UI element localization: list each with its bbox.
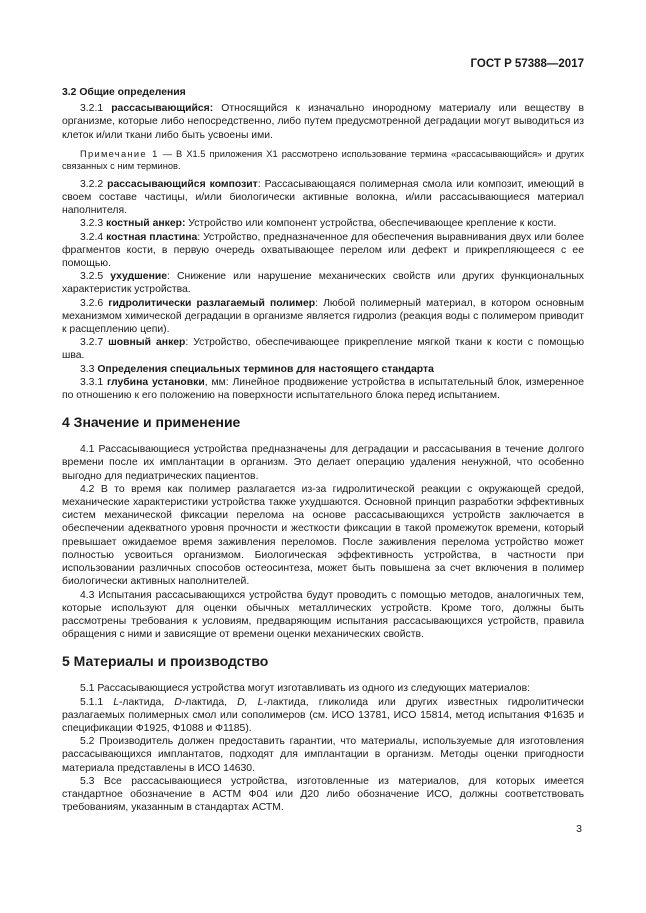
clause-number: 3.2.1 — [80, 103, 112, 115]
section-3-3-title — [62, 363, 584, 376]
text-run: -лактида, — [181, 696, 238, 708]
paragraph-5-1: 5.1 Рассасывающиеся устройства могут изготавливать из одного из следующих материалов: — [80, 683, 530, 695]
note-1 — [62, 148, 584, 172]
italic-letter: L — [113, 696, 119, 708]
clause-number: 3.2.7 — [80, 337, 109, 349]
clause-number: 3.3.1 — [80, 376, 107, 388]
clause-number: 3.2.6 — [80, 297, 109, 309]
clause-number: 3.2.5 — [80, 271, 111, 283]
definition-text: : Устройство, предназначенное для обеспечения выравнивания двух или более фрагментов кости, в первую очередь охватывающее перелом или дефект и прикрепляющееся с ее помощью. — [62, 231, 584, 270]
definition-text: : Рассасывающаяся полимерная смола или композит, имеющий в своем составе частицы, и/или биологически активные волокна, и/или рассасывающиеся материал наполнителя. — [62, 178, 585, 217]
definition-text: : Устройство, обеспечивающее прикрепление мягкой ткани к кости с помощью шва. — [62, 337, 584, 362]
term: шовный анкер — [108, 337, 186, 349]
note-label: Примечание 1 — [80, 148, 159, 159]
definition-3-2-1 — [62, 102, 584, 142]
section-4-heading: 4 Значение и применение — [62, 414, 241, 431]
definition-3-2-5 — [62, 270, 584, 296]
term: рассасывающийся композит — [107, 178, 258, 190]
text-run: -лактида, гликолида или других известных гидролитически разлагаемых полимерных смол или сополимеров (см. ИСО 13781, ИСО 15814, метод испытания Ф1635 и спецификации Ф1925, Ф1088 и Ф1185). — [62, 696, 584, 734]
paragraph-4-1: 4.1 Рассасывающиеся устройства предназначены для деградации и рассасывания в течение долгого времени после их имплантации в организм. Это делает операцию удаления ненужной, что особенно выгодно для педиатрических пациентов. — [62, 444, 584, 482]
definition-text: , мм: Линейное продвижение устройства в испытательный блок, измеренное по отношению к его положению на поверхности испытательного блока перед испытанием. — [62, 376, 584, 402]
document-id-header: ГОСТ Р 57388—2017 — [470, 58, 584, 70]
paragraph-4-3: 4.3 Испытания рассасывающихся устройства будут проводить с помощью методов, аналогичных тем, которые используют для оценки обычных металлических устройств. Кроме того, должны быть рассмотрены требования к условиям, предваряющим испытания рассасывающихся устройств, правила обращения с ними и зависящие от времени оценки механических свойств. — [62, 589, 584, 641]
definition-3-3-1 — [62, 376, 584, 402]
definition-3-2-2 — [62, 178, 584, 218]
clause-number: 3.2.2 — [80, 178, 108, 190]
definition-text: : Любой полимерный материал, в котором основным механизмом химической деградации в организме является гидролиз (реакция воды с полимером приводит к расщеплению цепи). — [62, 297, 584, 336]
term: костный анкер: — [106, 218, 186, 230]
paragraph-5-2: 5.2 Производитель должен предоставить гарантии, что материалы, используемые для изготовления рассасывающихся имплантатов, подходят для имплантации в организм. Методы оценки пригодности материала представлены в ИСО 14630. — [62, 736, 584, 774]
note-text: — В X1.5 приложения X1 рассмотрено использование термина «рассасывающийся» и других связанных с ним терминов. — [62, 148, 584, 171]
term: глубина установки — [106, 376, 205, 388]
term: гидролитически разлагаемый полимер — [108, 297, 316, 309]
term: рассасывающийся: — [111, 103, 214, 115]
definition-3-2-7 — [62, 336, 584, 362]
paragraph-5-3: 5.3 Все рассасывающиеся устройства, изготовленные из материалов, для которых имеется стандартное обозначение в АСТМ Ф04 или Д20 либо обозначение ИСО, должны соответствовать требованиям, указанным в стандартах АСТМ. — [62, 775, 584, 814]
definition-text: : Снижение или нарушение механических свойств или других функциональных характеристик устройства. — [62, 271, 585, 296]
document-body — [62, 86, 584, 814]
definition-3-2-3 — [62, 217, 584, 230]
text-run: -лактида, — [118, 696, 175, 708]
paragraph-5-1-1 — [62, 696, 584, 736]
clause-number: 3.2.3 — [80, 218, 106, 230]
definition-text: Относящийся к изначально инородному материалу или веществу в организме, которые либо непосредственно, либо путем предусмотренной деградации могут выводиться из клеток и/или ткани либо быть усвоены ими. — [62, 103, 584, 141]
clause-number: 3.2.4 — [80, 231, 107, 243]
clause-number: 3.3 — [80, 363, 98, 375]
italic-letter: D — [174, 696, 182, 708]
section-3-2-title: 3.2 Общие определения — [62, 87, 186, 98]
definition-3-2-6 — [62, 297, 584, 337]
term: ухудшение — [110, 271, 168, 283]
definition-text: Устройство или компонент устройства, обеспечивающее крепление к кости. — [185, 218, 557, 230]
italic-letter: D, L — [237, 696, 264, 708]
section-title: Определения специальных терминов для настоящего стандарта — [97, 363, 434, 375]
paragraph-4-2: 4.2 В то время как полимер разлагается из-за гидролитической реакции с окружающей средой, механические характеристики устройства также ухудшаются. Основной принцип разработки эффективных систем механической фиксации перелома на основе рассасывающихся устройств заключается в обеспечении адекватного уровня прочности и жесткости фиксации в такой промежуток времени, который превышает ожидаемое время заживления переломов. После заживления перелома устройство может полностью усвоиться организмом. Биологическая эффективность устройства, в частности при использовании различных способов остеосинтеза, может быть повышена за счет включения в полимер биологически активных наполнителей. — [62, 483, 584, 588]
section-5-heading: 5 Материалы и производство — [62, 653, 269, 670]
clause-number: 5.1.1 — [80, 696, 114, 708]
definition-3-2-4 — [62, 231, 584, 271]
page-number: 3 — [576, 823, 582, 835]
term: костная пластина — [106, 231, 198, 243]
